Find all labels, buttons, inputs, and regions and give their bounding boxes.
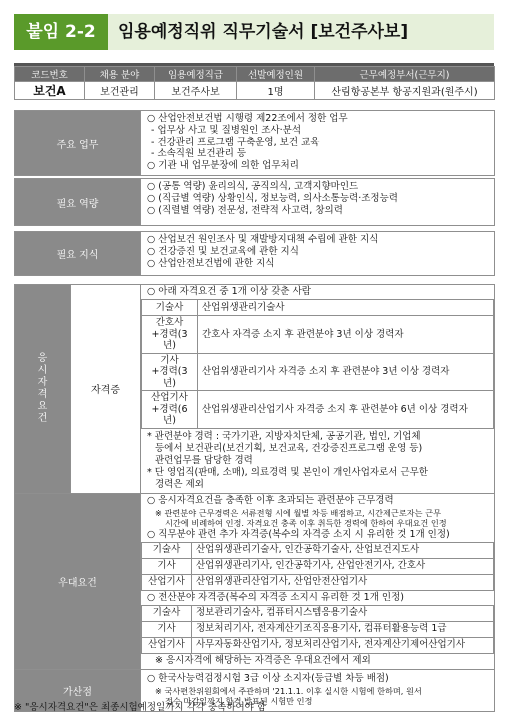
preference-footnote: ※ 응시자격에 해당하는 자격증은 우대요건에서 제외 bbox=[155, 654, 371, 666]
duties-section bbox=[14, 110, 495, 176]
duty-line: ○ 산업안전보건법 시행령 제22조에서 정한 업무 bbox=[147, 113, 348, 124]
competency-label: 필요 역량 bbox=[15, 179, 141, 226]
certificate-label: 자격증 bbox=[71, 285, 141, 494]
knowledge-line: ○ 산업보건 원인조사 및 재발방지대책 수립에 관한 지식 bbox=[147, 234, 379, 245]
competency-line: ○ (공통 역량) 윤리의식, 공직의식, 고객지향마인드 bbox=[147, 181, 359, 192]
requirements-content bbox=[141, 285, 495, 494]
headcount-cell: 1명 bbox=[237, 82, 315, 100]
req-kind: 기사 +경력(3년) bbox=[142, 353, 198, 391]
preference-note: 시간에 비례하여 인정. 자격요건 충족 이후 취득한 경력에 한하여 우대요건 인정 bbox=[165, 517, 447, 528]
requirements-table bbox=[14, 284, 495, 712]
duty-line: - 건강관리 프로그램 구축운영, 보건 교육 bbox=[151, 136, 320, 148]
competency-section bbox=[14, 178, 495, 226]
knowledge-label: 필요 지식 bbox=[15, 232, 141, 276]
pref-kind: 기사 bbox=[142, 558, 192, 574]
pref-value: 사무자동화산업기사, 정보처리산업기사, 전자계산기제어산업기사 bbox=[192, 637, 494, 653]
competency-line: ○ (직급별 역량) 상황인식, 정보능력, 의사소통능력·조정능력 bbox=[147, 192, 398, 204]
competency-line: ○ (직렬별 역량) 전문성, 전략적 사고력, 창의력 bbox=[147, 204, 343, 216]
preference-line: ○ 응시자격요건을 충족한 이후 초과되는 관련분야 근무경력 bbox=[147, 494, 394, 506]
bonus-note: ※ 국사편찬위원회에서 주관하며 '21.1.1. 이후 실시한 시험에 한하며, 원서 bbox=[155, 685, 422, 696]
note-line: * 관련분야 경력 : 국가기관, 지방자치단체, 공공기관, 법인, 기업체 bbox=[147, 430, 421, 442]
eligibility-label-char: 건 bbox=[37, 412, 48, 424]
column-header: 임용예정직급 bbox=[155, 67, 237, 82]
requirements-grid bbox=[141, 299, 494, 429]
req-kind: 기술사 bbox=[142, 300, 198, 316]
position-summary-table bbox=[14, 66, 495, 100]
pref-kind: 산업기사 bbox=[142, 637, 192, 653]
duty-line: - 업무상 사고 및 질병원인 조사·분석 bbox=[151, 124, 302, 136]
knowledge-line: ○ 산업안전보건법에 관한 지식 bbox=[147, 257, 275, 269]
requirements-intro: ○ 아래 자격요건 중 1개 이상 갖춘 사람 bbox=[147, 286, 311, 297]
bonus-note: 접수 마감일까지 합격 발표된 시험만 인정 bbox=[165, 695, 313, 706]
pref-value: 산업위생관리기술사, 인간공학기술사, 산업보건지도사 bbox=[192, 542, 494, 558]
preference-content bbox=[141, 493, 495, 669]
pref-kind: 기사 bbox=[142, 621, 192, 637]
knowledge-content bbox=[141, 232, 495, 276]
req-value: 산업위생관리산업기사 자격증 소지 후 관련분야 6년 이상 경력자 bbox=[198, 391, 494, 429]
duty-line: ○ 기관 내 업무분장에 의한 업무처리 bbox=[147, 160, 299, 172]
eligibility-label-char: 격 bbox=[37, 388, 48, 400]
eligibility-label-char: 자 bbox=[37, 376, 48, 388]
grade-cell: 보건주사보 bbox=[155, 82, 237, 100]
note-line: 관련업무를 담당한 경력 bbox=[155, 454, 253, 466]
req-value: 산업위생관리기술사 bbox=[198, 300, 494, 316]
column-header: 선발예정인원 bbox=[237, 67, 315, 82]
pref-value: 정보관리기술사, 컴퓨터시스템응용기술사 bbox=[192, 605, 494, 621]
preference-line: ○ 전산분야 자격증(복수의 자격증 소지시 유리한 것 1개 인정) bbox=[147, 591, 404, 603]
preference-line: ○ 직무분야 관련 추가 자격증(복수의 자격증 소지 시 유리한 것 1개 인정) bbox=[147, 528, 450, 540]
column-header: 코드번호 bbox=[15, 67, 85, 82]
bonus-label: 가산점 bbox=[15, 669, 141, 711]
pref-value: 정보처리기사, 전자계산기조직응용기사, 컴퓨터활용능력 1급 bbox=[192, 621, 494, 637]
note-line: 등에서 보건관리(보건기획, 보건교육, 건강증진프로그램 운영 등) bbox=[155, 442, 423, 454]
preference-grid-1 bbox=[141, 542, 494, 591]
note-line: 경력은 제외 bbox=[155, 478, 204, 490]
column-header: 근무예정부서(근무지) bbox=[315, 67, 495, 82]
preference-grid-2 bbox=[141, 605, 494, 654]
department-cell: 산림항공본부 항공지원과(원주시) bbox=[315, 82, 495, 100]
req-value: 산업위생관리기사 자격증 소지 후 관련분야 3년 이상 경력자 bbox=[198, 353, 494, 391]
req-kind: 간호사 +경력(3년) bbox=[142, 316, 198, 354]
code-cell: 보건A bbox=[15, 82, 85, 100]
pref-kind: 산업기사 bbox=[142, 574, 192, 590]
column-header: 채용 분야 bbox=[85, 67, 155, 82]
page-title: 임용예정직위 직무기술서 [보건주사보] bbox=[118, 22, 409, 42]
header-bar bbox=[14, 14, 494, 50]
pref-kind: 기술사 bbox=[142, 605, 192, 621]
bonus-line: ○ 한국사능력검정시험 3급 이상 소지자(등급별 차등 배점) bbox=[147, 672, 389, 684]
req-value: 간호사 자격증 소지 후 관련분야 3년 이상 경력자 bbox=[198, 316, 494, 354]
field-cell: 보건관리 bbox=[85, 82, 155, 100]
pref-kind: 기술사 bbox=[142, 542, 192, 558]
req-kind: 산업기사 +경력(6년) bbox=[142, 391, 198, 429]
duties-content bbox=[141, 111, 495, 176]
eligibility-label-char: 요 bbox=[37, 400, 48, 412]
duty-line: - 소속직원 보건관리 등 bbox=[151, 148, 247, 160]
footer-note: ※ "응시자격요건"은 최종시험예정일까지 각각 충족하여야 함 bbox=[14, 702, 267, 713]
eligibility-label-char: 시 bbox=[37, 364, 48, 376]
competency-content bbox=[141, 179, 495, 226]
attachment-badge: 붙임 2-2 bbox=[14, 14, 108, 50]
note-line: * 단 영업직(판매, 소매), 의료경력 및 본인이 개인사업자로서 근무한 bbox=[147, 466, 428, 478]
requirements-notes bbox=[141, 429, 494, 493]
eligibility-label bbox=[15, 285, 71, 494]
pref-value: 산업위생관리산업기사, 산업안전산업기사 bbox=[192, 574, 494, 590]
preference-note: ※ 관련분야 근무경력은 서류전형 시에 월별 차등 배점하고, 시간제근로자는 근무 bbox=[155, 507, 441, 518]
preference-label: 우대요건 bbox=[15, 493, 141, 669]
eligibility-label-char: 응 bbox=[37, 352, 48, 364]
knowledge-section bbox=[14, 231, 495, 276]
pref-value: 산업위생관리기사, 인간공학기사, 산업안전기사, 간호사 bbox=[192, 558, 494, 574]
duties-label: 주요 업무 bbox=[15, 111, 141, 176]
knowledge-line: ○ 건강증진 및 보건교육에 관한 지식 bbox=[147, 245, 299, 257]
